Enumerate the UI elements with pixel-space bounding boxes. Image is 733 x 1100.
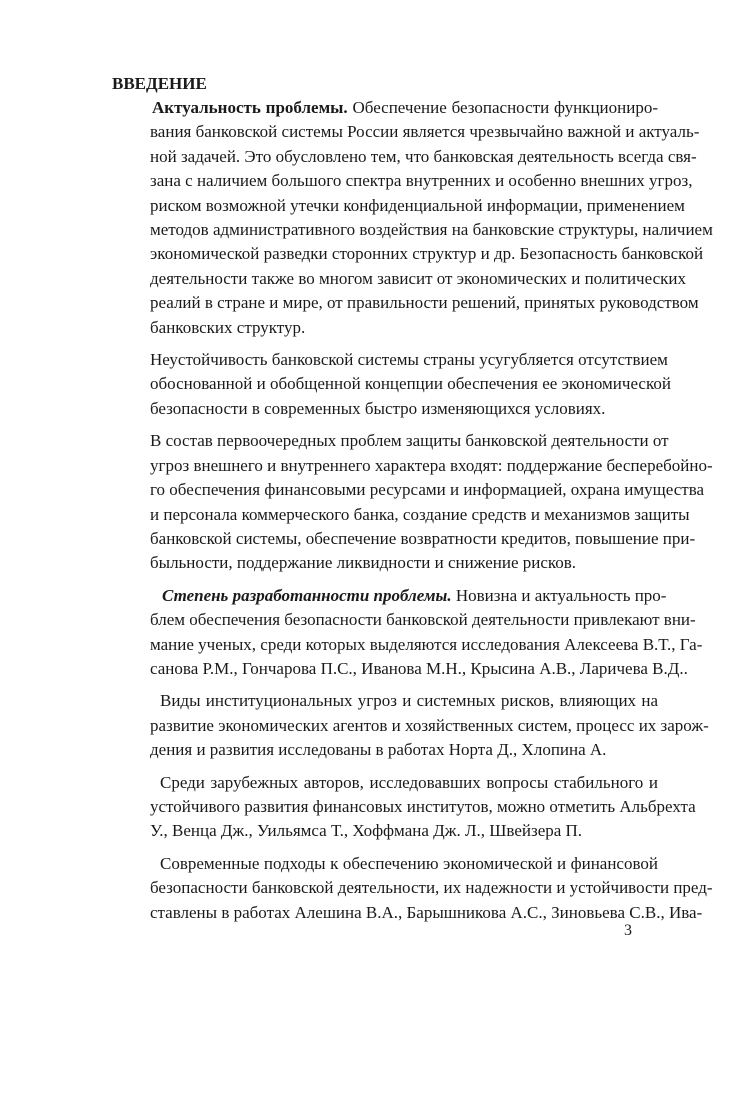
paragraph [112, 348, 671, 421]
text-line: банковских структур. [150, 317, 306, 337]
text-line [112, 584, 667, 608]
text-line: реалий в стране и мире, от правильности решений, принятых руководством [150, 293, 699, 313]
line-text: Неустойчивость банковской системы страны усугубляется отсутствием [150, 350, 668, 370]
text-line: риском возможной утечки конфиденциальной информации, применением [150, 195, 685, 215]
paragraph [112, 584, 703, 682]
paragraph [112, 96, 713, 340]
text-line [112, 429, 669, 453]
text-line: ставлены в работах Алешина В.А., Барышникова А.С., Зиновьева С.В., Ива- [150, 902, 703, 922]
text-line: го обеспечения финансовыми ресурсами и информацией, охрана имущества [150, 480, 705, 500]
text-line [112, 689, 658, 713]
text-line [112, 348, 668, 372]
text-line: деятельности также во многом зависит от экономических и политических [150, 268, 686, 288]
text-line: угроз внешнего и внутреннего характера входят: поддержание бесперебойно- [150, 455, 713, 475]
text-line: блем обеспечения безопасности банковской деятельности привлекают вни- [150, 610, 696, 630]
paragraph-list [112, 96, 713, 925]
line-text: Новизна и актуальность про- [451, 585, 667, 605]
line-text: В состав первоочередных проблем защиты банковской деятельности от [150, 431, 669, 451]
page-number: 3 [624, 922, 632, 939]
text-line [112, 771, 658, 795]
line-text: Виды институциональных угроз и системных рисков, влияющих на [160, 691, 658, 711]
text-line: методов административного воздействия на банковские структуры, наличием [150, 220, 713, 240]
text-line: быльности, поддержание ликвидности и снижение рисков. [150, 553, 577, 573]
paragraph [112, 852, 713, 925]
text-line [112, 852, 658, 876]
text-line: устойчивого развития финансовых институтов, можно отметить Альбрехта [150, 796, 696, 816]
paragraph [112, 771, 696, 844]
paragraph-lead: Актуальность проблемы. [152, 98, 348, 117]
text-line: У., Венца Дж., Уильямса Т., Хоффмана Дж. Л., Швейзера П. [150, 821, 583, 841]
text-line: безопасности в современных быстро изменяющихся условиях. [150, 398, 606, 418]
line-text: Современные подходы к обеспечению экономической и финансовой [160, 853, 658, 873]
text-line: вания банковской системы России является чрезвычайно важной и актуаль- [150, 122, 700, 142]
text-line: экономической разведки сторонних структур и др. Безопасность банковской [150, 244, 704, 264]
text-line: обоснованной и обобщенной концепции обеспечения ее экономической [150, 374, 671, 394]
text-line: ной задачей. Это обусловлено тем, что банковская деятельность всегда свя- [150, 146, 697, 166]
line-text: Среди зарубежных авторов, исследовавших вопросы стабильного и [160, 772, 658, 792]
text-line: санова Р.М., Гончарова П.С., Иванова М.Н., Крысина А.В., Ларичева В.Д.. [150, 658, 688, 678]
line-text: Обеспечение безопасности функциониро- [347, 98, 658, 117]
paragraph [112, 689, 709, 762]
text-line: развитие экономических агентов и хозяйственных систем, процесс их зарож- [150, 715, 709, 735]
text-line: банковской системы, обеспечение возвратности кредитов, повышение при- [150, 528, 696, 548]
text-line: мание ученых, среди которых выделяются исследования Алексеева В.Т., Га- [150, 634, 703, 654]
text-line [112, 96, 658, 120]
text-line: и персонала коммерческого банка, создание средств и механизмов защиты [150, 504, 690, 524]
text-line: дения и развития исследованы в работах Норта Д., Хлопина А. [150, 740, 607, 760]
document-body [112, 72, 713, 933]
paragraph-lead: Степень разработанности проблемы. [162, 585, 452, 605]
section-heading: ВВЕДЕНИЕ [112, 74, 207, 93]
paragraph [112, 429, 713, 575]
text-line: безопасности банковской деятельности, их надежности и устойчивости пред- [150, 878, 713, 898]
text-line: зана с наличием большого спектра внутренних и особенно внешних угроз, [150, 171, 693, 191]
